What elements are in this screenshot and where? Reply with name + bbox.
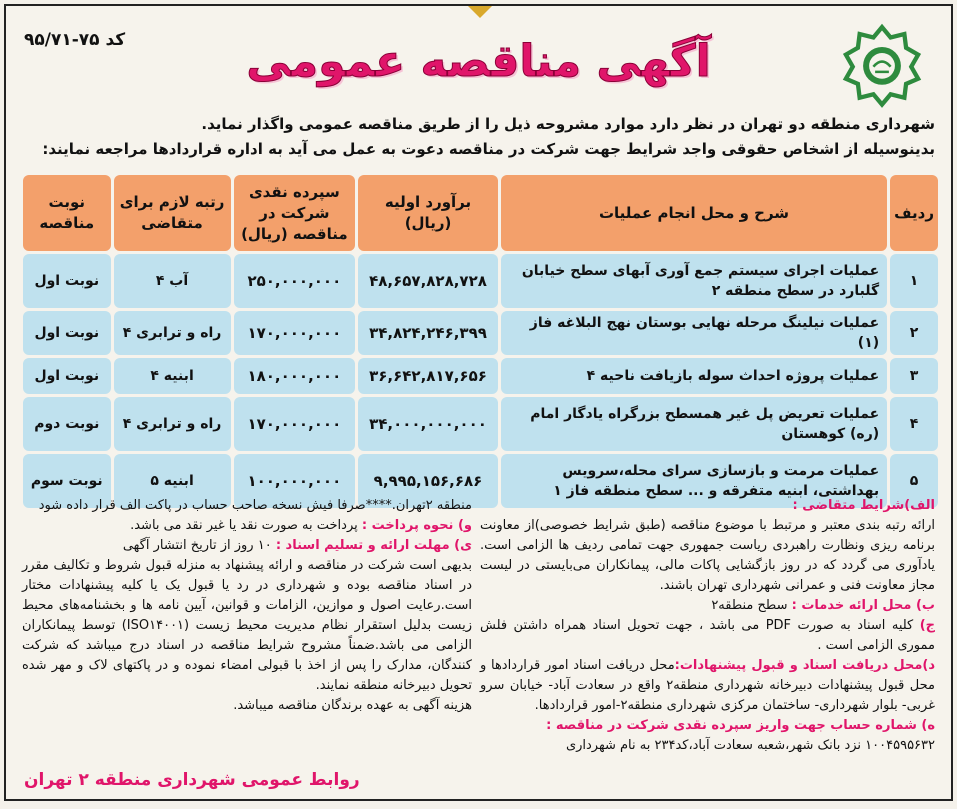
row-description: عملیات پروژه احداث سوله بازیافت ناحیه ۴ — [501, 358, 887, 394]
table-row — [23, 397, 938, 451]
conditions-section — [22, 496, 935, 796]
row-description: عملیات مرمت و بازسازی سرای محله،سرویس بهداشتی، ابنیه متفرقه و ... سطح منطقه فاز ۱ — [501, 454, 887, 508]
conditions-right-column — [480, 496, 935, 756]
col-header-deposit: سپرده نقدی شرکت در مناقصه (ریال) — [234, 175, 356, 251]
col-header-turn: نوبت مناقصه — [23, 175, 111, 251]
public-relations-signature: روابط عمومی شهرداری منطقه ۲ تهران — [24, 770, 360, 790]
row-estimate: ۳۴,۸۲۴,۲۴۶,۳۹۹ — [358, 311, 498, 355]
tender-table — [20, 172, 941, 511]
row-rank: ابنیه ۴ — [114, 358, 231, 394]
row-deposit: ۱۷۰,۰۰۰,۰۰۰ — [234, 311, 356, 355]
col-header-rank: رتبه لازم برای متقاضی — [114, 175, 231, 251]
row-description: عملیات اجرای سیستم جمع آوری آبهای سطح خیابان گلبارد در سطح منطقه ۲ — [501, 254, 887, 308]
section-e-text: ۱۰۰۴۵۹۵۶۳۲ نزد بانک شهر،شعبه سعادت آباد،کد۲۳۴ به نام شهرداری — [565, 738, 935, 753]
section-d — [480, 656, 935, 716]
row-rank: راه و ترابری ۴ — [114, 397, 231, 451]
row-estimate: ۴۸,۶۵۷,۸۲۸,۷۲۸ — [358, 254, 498, 308]
section-a-heading: الف)شرایط متقاضی : — [792, 498, 935, 513]
section-c-heading: ج) — [919, 618, 936, 633]
table-row — [23, 358, 938, 394]
intro-line-2: بدینوسیله از اشخاص حقوقی واجد شرایط جهت شرکت در مناقصه دعوت به عمل می آید به اداره قراردادها مراجعه نمایند: — [42, 140, 935, 158]
section-e-continued: منطقه ۲تهران.****صرفا فیش نسخه صاحب حساب در پاکت الف قرار داده شود — [38, 498, 472, 513]
section-d-text: محل دریافت اسناد امور قراردادها و محل قبول پیشنهادات دبیرخانه شهرداری منطقه۲ واقع در سعادت آباد- خیابان سرو غربی- بلوار شهرداری- ساختمان مرکزی شهرداری منطقه۲-امور قراردادها. — [480, 658, 935, 713]
ad-cost-note: هزینه آگهی به عهده برندگان مناقصه میباشد. — [233, 698, 472, 713]
row-rank: آب ۴ — [114, 254, 231, 308]
row-no: ۳ — [890, 358, 938, 394]
table-row — [23, 311, 938, 355]
row-no: ۱ — [890, 254, 938, 308]
row-description: عملیات نیلینگ مرحله نهایی بوستان نهج البلاغه فاز (۱) — [501, 311, 887, 355]
table-header-row — [23, 175, 938, 251]
row-deposit: ۱۸۰,۰۰۰,۰۰۰ — [234, 358, 356, 394]
section-d-heading: د)محل دریافت اسناد و قبول پیشنهادات: — [674, 658, 935, 673]
section-a-text: ارائه رتبه بندی معتبر و مرتبط با موضوع مناقصه (طبق شرایط خصوصی)از معاونت برنامه ریزی ونظارت راهبردی ریاست جمهوری جهت تمامی ردیف ها الزامی است. یادآوری می گردد که در روز بازگشایی پاکات مالی، پیمانکاران می‌بایستی در لیست مجاز معاونت فنی و عمرانی شهرداری تهران باشند. — [480, 518, 935, 593]
section-f — [22, 516, 472, 536]
row-turn: نوبت اول — [23, 254, 111, 308]
table-row — [23, 254, 938, 308]
conditions-left-column — [22, 496, 472, 716]
section-b-heading: ب) محل ارائه خدمات : — [791, 598, 935, 613]
row-estimate: ۹,۹۹۵,۱۵۶,۶۸۶ — [358, 454, 498, 508]
row-deposit: ۱۷۰,۰۰۰,۰۰۰ — [234, 397, 356, 451]
col-header-row-no: ردیف — [890, 175, 938, 251]
row-turn: نوبت دوم — [23, 397, 111, 451]
tender-advertisement — [4, 4, 953, 801]
section-g — [22, 536, 472, 556]
section-f-text: پرداخت به صورت نقد یا غیر نقد می باشد. — [130, 518, 358, 533]
col-header-description: شرح و محل انجام عملیات — [501, 175, 887, 251]
section-f-heading: و) نحوه پرداخت : — [361, 518, 472, 533]
top-marker — [466, 4, 494, 18]
row-no: ۲ — [890, 311, 938, 355]
row-estimate: ۳۴,۰۰۰,۰۰۰,۰۰۰ — [358, 397, 498, 451]
page-title: آگهی مناقصه عمومی — [246, 36, 711, 87]
intro-line-1: شهرداری منطقه دو تهران در نظر دارد موارد مشروحه ذیل را از طریق مناقصه عمومی واگذار نماید. — [201, 115, 935, 133]
row-turn: نوبت سوم — [23, 454, 111, 508]
section-g-heading: ی) مهلت ارائه و تسلیم اسناد : — [275, 538, 472, 553]
row-deposit: ۱۰۰,۰۰۰,۰۰۰ — [234, 454, 356, 508]
row-rank: راه و ترابری ۴ — [114, 311, 231, 355]
row-no: ۴ — [890, 397, 938, 451]
section-c-text: کلیه اسناد به صورت PDF می باشد ، جهت تحویل اسناد همراه داشتن فلش مموری الزامی است . — [480, 618, 935, 653]
row-deposit: ۲۵۰,۰۰۰,۰۰۰ — [234, 254, 356, 308]
section-a — [480, 496, 935, 516]
ad-code: کد ۷۵-۹۵/۷۱ — [24, 30, 126, 50]
section-b — [480, 596, 935, 616]
section-e — [480, 716, 935, 736]
row-turn: نوبت اول — [23, 311, 111, 355]
section-c — [480, 616, 935, 656]
row-description: عملیات تعریض پل غیر همسطح بزرگراه یادگار امام (ره) کوهستان — [501, 397, 887, 451]
section-e-heading: ه) شماره حساب جهت واریز سپرده نقدی شرکت در مناقصه : — [546, 718, 935, 733]
section-b-text: سطح منطقه۲ — [711, 598, 788, 613]
general-terms: بدیهی است شرکت در مناقصه و ارائه پیشنهاد به منزله قبول شروط و تکالیف مقرر در اسناد مناقصه بوده و شهرداری در رد یا قبول یک یا کلیه پیشنهادات مختار است.رعایت اصول و موازین، الزامات و قوانین، آیین نامه ها و بخشنامه‌های محیط زیست بدلیل استقرار نظام مدیریت محیط زیست (ISO۱۴۰۰۱) توسط پیمانکاران الزامی می باشد.ضمناً مشروح شرایط مناقصه در اسناد درج میباشد که شرکت کنندگان، مدارک را پس از اخذ با قبولی امضاء نموده و در پاکتهای لاک و مهر شده تحویل دبیرخانه منطقه نمایند. — [22, 558, 472, 693]
col-header-estimate: برآورد اولیه (ریال) — [358, 175, 498, 251]
row-estimate: ۳۶,۶۴۲,۸۱۷,۶۵۶ — [358, 358, 498, 394]
row-rank: ابنیه ۵ — [114, 454, 231, 508]
row-no: ۵ — [890, 454, 938, 508]
row-turn: نوبت اول — [23, 358, 111, 394]
section-g-text: ۱۰ روز از تاریخ انتشار آگهی — [122, 538, 272, 553]
